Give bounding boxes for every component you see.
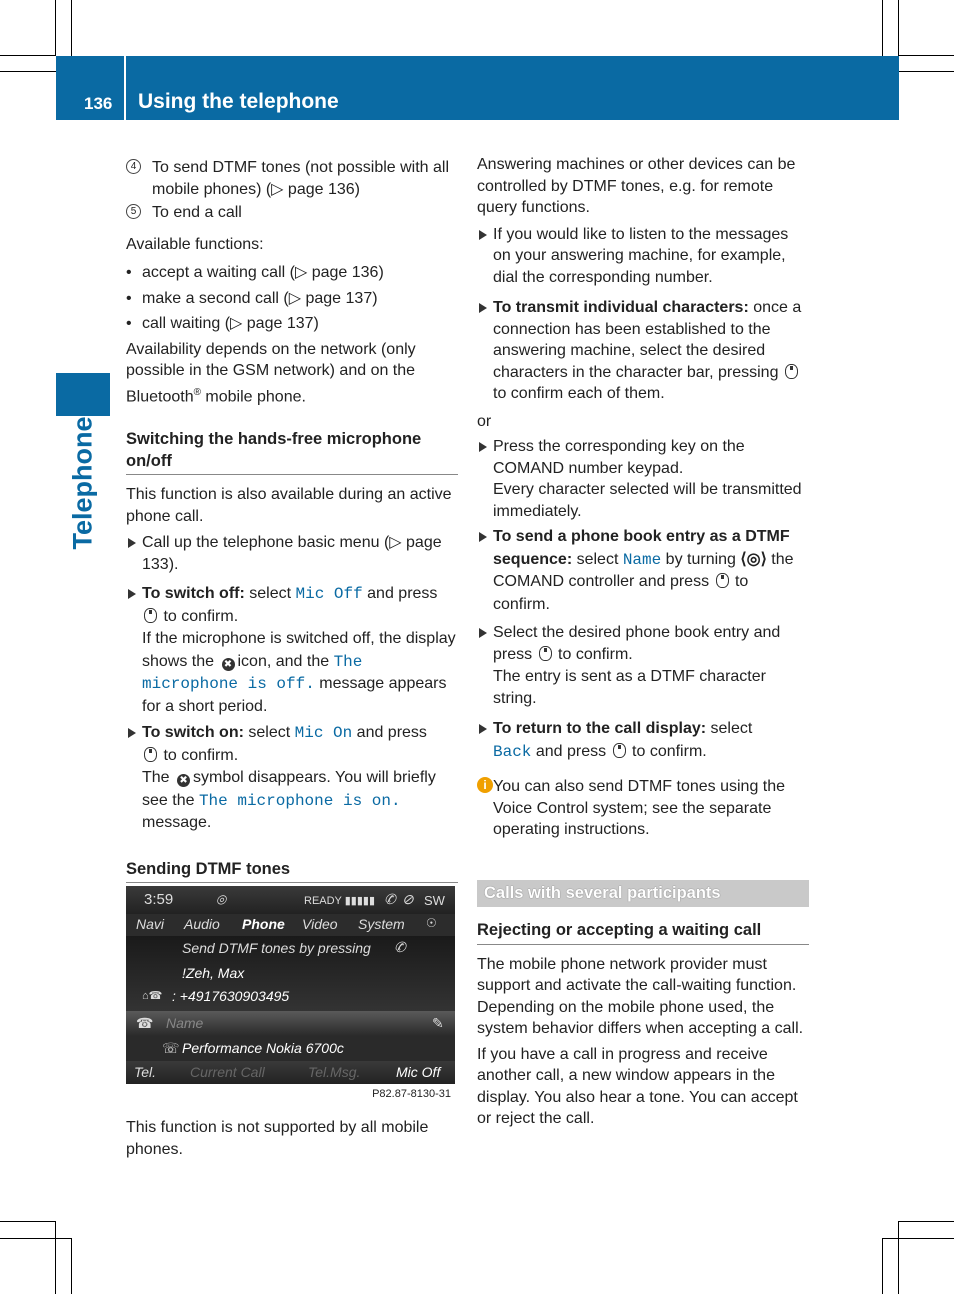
step-detail: The entry is sent as a DTMF character string. (493, 668, 766, 707)
callout-item-4 (126, 157, 458, 200)
off-detail-3: message appears for a short period. (142, 675, 447, 715)
callout-number: 5 (126, 204, 141, 219)
phonebook-label: To send a phone book entry as a DTMF sequence: (493, 528, 790, 568)
character-bar (126, 1011, 455, 1036)
crop-mark (55, 1221, 56, 1294)
crop-mark (898, 1221, 954, 1222)
crop-mark (882, 1238, 954, 1239)
mic-intro: This function is also available during an active phone call. (126, 486, 452, 525)
left-column (126, 157, 458, 883)
handset-icon: ✆ (394, 939, 406, 955)
function-bar (126, 1061, 455, 1084)
mic-on-message: The microphone is on. (198, 791, 401, 810)
step-arrow-icon (479, 532, 487, 542)
current-call-label: Current Call (190, 1064, 265, 1080)
controller-press-icon (539, 646, 552, 661)
comand-display-screenshot (126, 886, 455, 1106)
availability-paragraph (126, 339, 458, 408)
phone-icon: ✆ (384, 891, 396, 907)
step-press-key (477, 436, 809, 522)
bullet-text: make a second call (▷ page 137) (142, 289, 378, 307)
crop-mark (0, 55, 56, 56)
step-arrow-icon (128, 589, 136, 599)
step-arrow-icon (479, 442, 487, 452)
step-text: Press the corresponding key on the COMAND number keypad. (493, 438, 745, 477)
step-return (477, 718, 809, 763)
side-tab-label: Telephone (67, 416, 98, 550)
mic-on-menu-item: Mic On (294, 724, 353, 743)
available-label: Available functions: (126, 235, 264, 253)
select-word: select (244, 585, 296, 603)
select-word: select (572, 550, 623, 568)
mic-off-icon: ✖ (177, 774, 190, 787)
page-title: Using the telephone (138, 90, 339, 113)
transmit-label: To transmit individual characters: (493, 299, 749, 316)
step-arrow-icon (479, 303, 487, 313)
mic-off-message: The microphone is off. (142, 652, 363, 694)
section-bar: Calls with several participants (477, 880, 809, 908)
crop-mark (882, 0, 883, 56)
crop-mark (882, 1238, 883, 1294)
header-divider (124, 56, 126, 120)
menu-audio: Audio (184, 916, 220, 932)
info-note (477, 776, 809, 841)
crop-mark (0, 1238, 72, 1239)
crop-mark (898, 55, 954, 56)
step-switch-off (126, 583, 458, 718)
registered-mark: ® (193, 386, 201, 398)
heading-microphone: Switching the hands-free microphone on/off (126, 429, 458, 475)
crop-mark (71, 1238, 72, 1294)
step-text: Call up the telephone basic menu (▷ page 133). (142, 534, 442, 573)
dtmf-intro: Answering machines or other devices can be controlled by DTMF tones, e.g. for remote query functions. (477, 156, 796, 216)
availability-text: Availability depends on the network (only possible in the GSM network) and on the (126, 340, 416, 379)
mic-off-menu-item: Mic Off (295, 585, 363, 604)
to-confirm: to confirm. (553, 646, 633, 663)
bullet-item (126, 313, 458, 335)
name-menu-item: Name (622, 550, 662, 569)
step-listen (477, 224, 809, 289)
mic-off-softkey: Mic Off (396, 1064, 441, 1080)
figure-code-strip (126, 1084, 455, 1106)
and-press: and press (531, 742, 607, 760)
phone-number: : +4917630903495 (172, 988, 290, 1004)
network-icon: ◎ (216, 892, 227, 906)
no-signal-icon: ⊘ (402, 891, 414, 907)
and-press: and press (352, 724, 427, 742)
bullet-item (126, 288, 458, 310)
controller-press-icon (144, 747, 157, 762)
figure-code: P82.87-8130-31 (372, 1088, 451, 1100)
bullet-item (126, 262, 458, 284)
waiting-call-paragraph-2: If you have a call in progress and receive another call, a new window appears in the display. You also hear a tone. You can accept or reject the call. (477, 1045, 798, 1127)
tel-label: Tel. (134, 1064, 157, 1080)
crop-mark (55, 0, 56, 56)
step-arrow-icon (479, 628, 487, 638)
callout-item-5 (126, 202, 458, 224)
device-row (126, 1036, 455, 1061)
step-text: If you would like to listen to the messages on your answering machine, for example, dial the corresponding number. (493, 225, 789, 286)
step-detail: Every character selected will be transmitted immediately. (493, 481, 802, 520)
on-detail-2: symbol disappears. You will briefly see the (142, 769, 436, 809)
mic-off-icon: ✖ (222, 658, 235, 671)
transmit-text-2: to confirm each of them. (493, 385, 665, 402)
info-icon: i (477, 777, 493, 793)
waiting-call-paragraph-1: The mobile phone network provider must support and activate the call-waiting function. Depending on the mobile phone used, the system behavior differs when accepting a call. (477, 955, 804, 1037)
to-confirm: to confirm. (159, 607, 239, 625)
return-label: To return to the call display: (493, 720, 707, 737)
menu-video: Video (302, 916, 338, 932)
bullet-text: call waiting (▷ page 137) (142, 315, 319, 332)
mobile-phone-tail: mobile phone. (200, 387, 306, 405)
controller-press-icon (144, 608, 157, 623)
step-transmit (477, 297, 809, 405)
menu-navi: Navi (136, 916, 165, 932)
crop-mark (0, 71, 56, 72)
turn-controller-icon: ⟨◎⟩ (740, 550, 767, 568)
step-switch-on (126, 722, 458, 835)
select-word: select (243, 724, 295, 742)
menu-phone: Phone (242, 916, 285, 932)
step-arrow-icon (479, 230, 487, 240)
page-number: 136 (84, 94, 113, 113)
on-detail-1: The (142, 769, 170, 787)
step-text: Select the desired phone book entry and press (493, 624, 781, 663)
on-detail-3: message. (142, 814, 212, 832)
sw-label: SW (424, 893, 445, 908)
heading-dtmf: Sending DTMF tones (126, 859, 458, 884)
globe-icon: ☉ (426, 916, 437, 930)
step-arrow-icon (128, 538, 136, 548)
callout-text: To send DTMF tones (not possible with all mobile phones) (▷ page 136) (152, 159, 450, 198)
menu-system: System (358, 916, 405, 932)
caption-text: This function is not supported by all mobile phones. (126, 1119, 429, 1158)
home-phone-icon: ⌂☎ (142, 990, 163, 1002)
controller-press-icon (785, 364, 798, 379)
crop-mark (898, 71, 954, 72)
to-confirm: to confirm. (159, 746, 239, 764)
figure-caption (126, 1117, 458, 1160)
step-phonebook (477, 526, 809, 616)
status-bar (126, 886, 455, 914)
select-word: select (706, 720, 753, 737)
bullet-text: accept a waiting call (▷ page 136) (142, 264, 384, 281)
end-call-icon: ☎ (136, 1015, 154, 1031)
info-text: You can also send DTMF tones using the Voice Control system; see the separate operating instructions. (493, 778, 786, 838)
crop-mark (898, 0, 899, 56)
bluetooth-word: Bluetooth (126, 387, 194, 405)
switch-off-label: To switch off: (142, 585, 245, 603)
transmit-text: once a connection has been established to the answering machine, select the desired characters in the character bar, pressing (493, 299, 802, 381)
right-column (477, 154, 809, 1130)
crop-mark (71, 0, 72, 56)
call-info-area (126, 936, 455, 1011)
clock: 3:59 (144, 891, 174, 908)
callout-text: To end a call (152, 204, 242, 221)
edit-icon: ✎ (432, 1015, 444, 1031)
and-press: and press (362, 585, 438, 603)
switch-on-label: To switch on: (142, 724, 244, 742)
tel-msg-label: Tel.Msg. (308, 1064, 361, 1080)
bluetooth-phone-icon: ☏ (162, 1040, 180, 1056)
step-call-menu (126, 532, 458, 575)
off-detail-1: If the microphone is switched off, the display shows the (142, 630, 456, 670)
side-tab-marker (56, 373, 110, 416)
bullet-dot: • (126, 289, 132, 307)
heading-waiting-call: Rejecting or accepting a waiting call (477, 920, 809, 945)
main-menu-bar (126, 914, 455, 936)
to-confirm: to confirm. (627, 742, 707, 760)
controller-press-icon (716, 573, 729, 588)
callout-number: 4 (126, 159, 141, 174)
name-field: Name (166, 1015, 204, 1031)
or-word: or (477, 412, 492, 430)
crop-mark (898, 1221, 899, 1294)
step-select-entry (477, 622, 809, 710)
controller-press-icon (613, 743, 626, 758)
crop-mark (0, 1221, 56, 1222)
device-name: Performance Nokia 6700c (182, 1040, 344, 1056)
the-comand: the COMAND controller and press (493, 550, 794, 590)
by-turning: by turning (661, 550, 741, 568)
step-arrow-icon (479, 724, 487, 734)
back-menu-item: Back (493, 742, 532, 761)
step-arrow-icon (128, 728, 136, 738)
contact-name: !Zeh, Max (182, 965, 245, 981)
bullet-dot: • (126, 264, 132, 281)
dtmf-prompt: Send DTMF tones by pressing (182, 940, 371, 956)
ready-status: READY ▮▮▮▮▮ (304, 895, 376, 907)
to-confirm: to confirm. (493, 573, 749, 613)
bullet-dot: • (126, 315, 132, 332)
off-detail-2: icon, and the (237, 652, 330, 670)
